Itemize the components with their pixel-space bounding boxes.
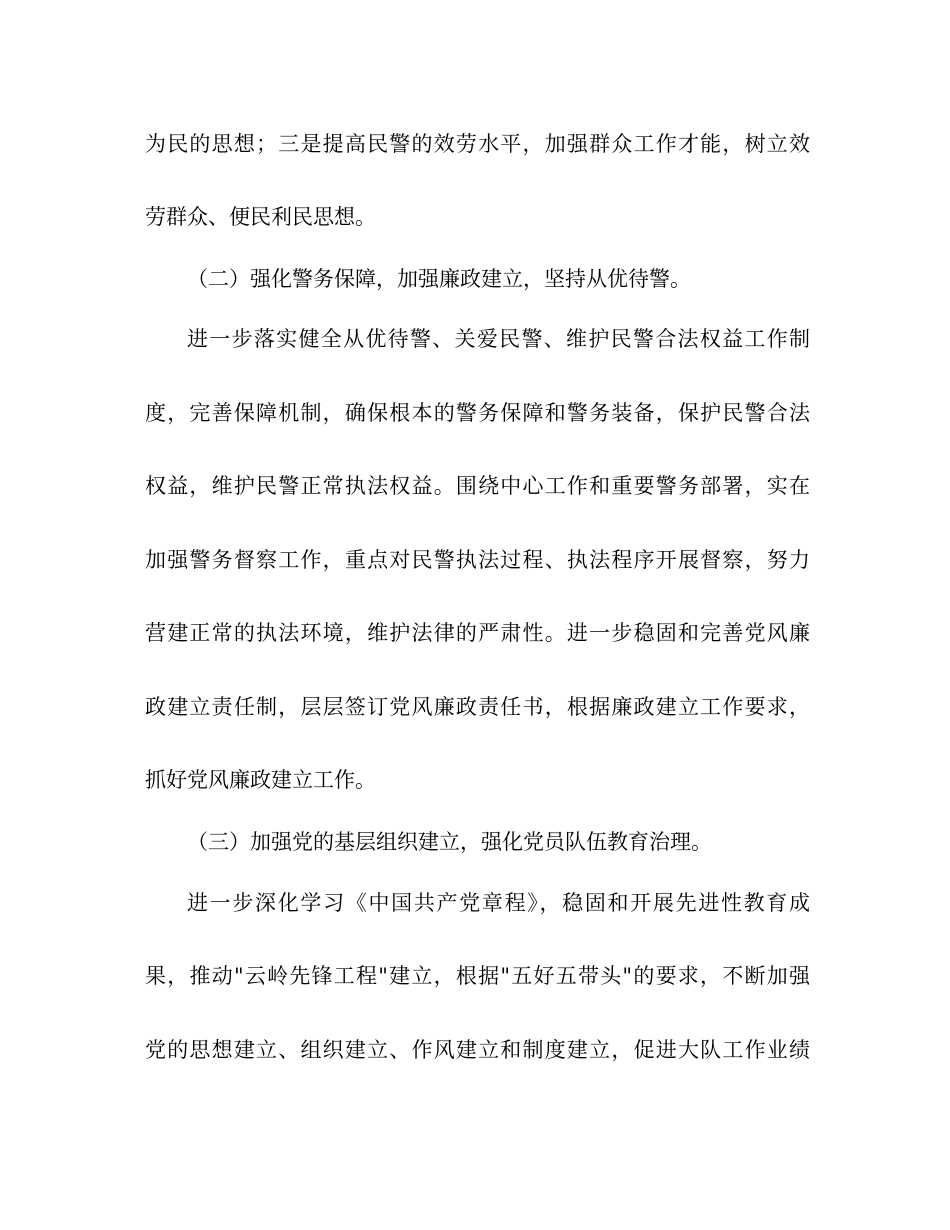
paragraph-line: 加强警务督察工作，重点对民警执法过程、执法程序开展督察，努力	[145, 548, 810, 572]
paragraph-line: 果，推动"云岭先锋工程"建立，根据"五好五带头"的要求，不断加强	[145, 964, 810, 988]
paragraph-line: 为民的思想；三是提高民警的效劳水平，加强群众工作才能，树立效	[145, 132, 810, 156]
paragraph-line: 进一步落实健全从优待警、关爱民警、维护民警合法权益工作制	[187, 327, 810, 351]
paragraph-line: 进一步深化学习《中国共产党章程》，稳固和开展先进性教育成	[187, 891, 810, 915]
paragraph-line: 劳群众、便民利民思想。	[145, 205, 376, 229]
paragraph-line: 权益，维护民警正常执法权益。围绕中心工作和重要警务部署，实在	[145, 474, 810, 498]
paragraph-line: 党的思想建立、组织建立、作风建立和制度建立，促进大队工作业绩	[145, 1038, 810, 1062]
paragraph-line: 营建正常的执法环境，维护法律的严肃性。进一步稳固和完善党风廉	[145, 621, 810, 645]
section-heading: （三）加强党的基层组织建立，强化党员队伍教育治理。	[187, 830, 712, 854]
paragraph-line: 抓好党风廉政建立工作。	[145, 768, 376, 792]
paragraph-line: 政建立责任制，层层签订党风廉政责任书，根据廉政建立工作要求，	[145, 695, 810, 719]
paragraph-line: 度，完善保障机制，确保根本的警务保障和警务装备，保护民警合法	[145, 401, 810, 425]
section-heading: （二）强化警务保障，加强廉政建立，坚持从优待警。	[187, 267, 691, 291]
